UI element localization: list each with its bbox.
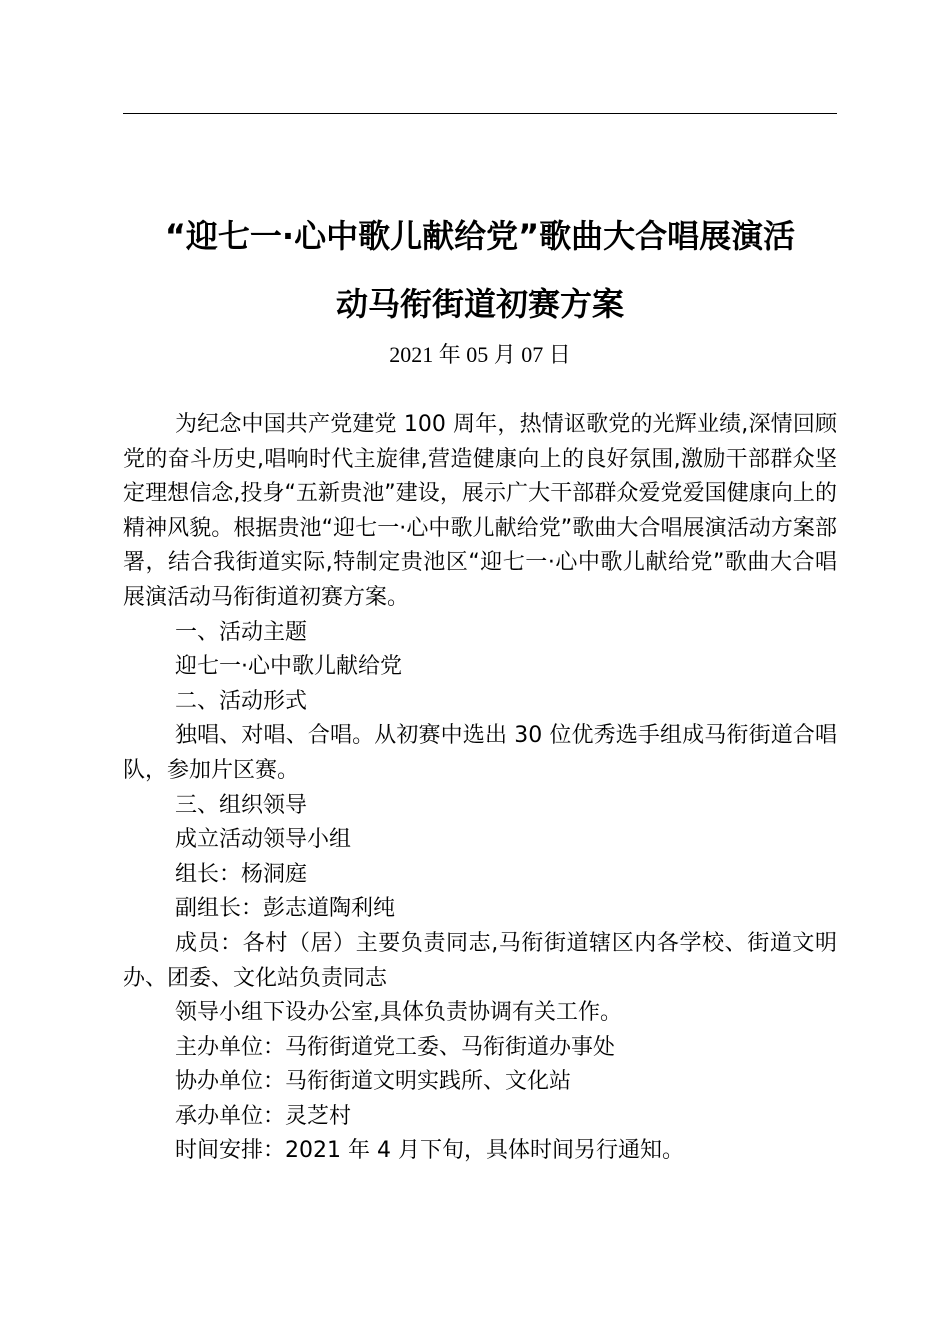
schedule-text: 时间安排：2021 年 4 月下旬，具体时间另行通知。: [175, 1138, 684, 1164]
document-body: [123, 408, 837, 1169]
deputy-leader-text: 副组长：彭志道陶利纯: [175, 896, 396, 922]
leader-text: 组长：杨洞庭: [175, 861, 308, 887]
section-heading-format: 二、活动形式: [175, 688, 308, 714]
theme-text: 迎七一·心中歌儿献给党: [175, 654, 402, 680]
intro-paragraph: 为纪念中国共产党建党 100 周年，热情讴歌党的光辉业绩,深情回顾党的奋斗历史,唱响时代主旋律,营造健康向上的良好氛围,激励干部群众坚定理想信念,投身“五新贵池”建设，展示广大干部群众爱党爱国健康向上的精神风貌。根据贵池“迎七一·心中歌儿献给党”歌曲大合唱展演活动方案部署，结合我街道实际,特制定贵池区“迎七一·心中歌儿献给党”歌曲大合唱展演活动马衔街道初赛方案。: [123, 412, 837, 610]
organization-text: 成立活动领导小组: [175, 827, 352, 853]
format-text: 独唱、对唱、合唱。从初赛中选出 30 位优秀选手组成马衔街道合唱队，参加片区赛。: [123, 723, 837, 783]
organizer-unit-text: 承办单位：灵芝村: [175, 1103, 352, 1129]
document-title-line-1: “迎七一·心中歌儿献给党”歌曲大合唱展演活: [164, 217, 796, 255]
document-title-line-2: 动马衔街道初赛方案: [335, 285, 624, 323]
co-host-unit-text: 协办单位：马衔街道文明实践所、文化站: [175, 1069, 572, 1095]
members-text: 成员：各村（居）主要负责同志,马衔街道辖区内各学校、街道文明办、团委、文化站负责同志: [123, 930, 837, 991]
office-text: 领导小组下设办公室,具体负责协调有关工作。: [175, 1000, 622, 1026]
section-heading-organization: 三、组织领导: [175, 792, 308, 818]
section-heading-theme: 一、活动主题: [175, 619, 308, 645]
header-rule: [123, 113, 837, 114]
host-unit-text: 主办单位：马衔街道党工委、马衔街道办事处: [175, 1034, 616, 1060]
document-date: 2021 年 05 月 07 日: [389, 342, 571, 367]
